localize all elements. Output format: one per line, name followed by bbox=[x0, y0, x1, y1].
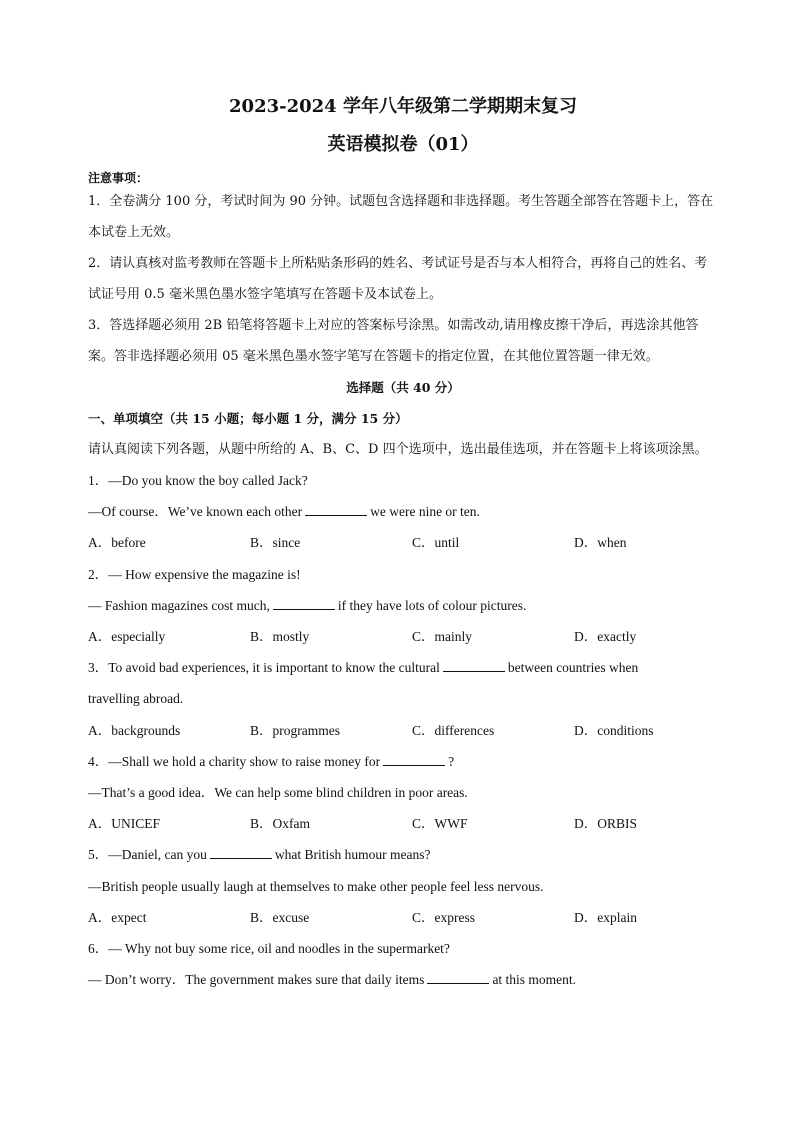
option-a: A．expect bbox=[88, 909, 147, 925]
exam-page bbox=[88, 95, 718, 995]
question-text: ? bbox=[448, 753, 455, 769]
question-text: 2．— How expensive the magazine is! bbox=[88, 566, 301, 582]
question-text: — Don’t worry．The government makes sure that daily items bbox=[88, 972, 425, 988]
option-d: D．when bbox=[574, 535, 627, 551]
exam-title-paper: 英语模拟卷（01） bbox=[327, 134, 479, 155]
question-text: 1．—Do you know the boy called Jack? bbox=[88, 473, 308, 488]
question-text: — Fashion magazines cost much, bbox=[88, 597, 270, 613]
option-a: A．before bbox=[88, 535, 146, 551]
question-text: at this moment. bbox=[492, 972, 577, 988]
option-b: B．programmes bbox=[250, 722, 340, 738]
answer-blank bbox=[383, 753, 445, 766]
question-text: travelling abroad. bbox=[88, 691, 184, 707]
question-text: what British humour means? bbox=[274, 847, 431, 863]
option-b: B．mostly bbox=[250, 629, 310, 645]
question-3-line-1 bbox=[88, 652, 718, 683]
question-3-options bbox=[88, 715, 718, 746]
option-c: C．differences bbox=[412, 722, 495, 738]
question-4-options bbox=[88, 808, 718, 839]
question-text: 3．To avoid bad experiences, it is important to know the cultural bbox=[88, 660, 440, 676]
answer-blank bbox=[427, 971, 489, 984]
question-text: —British people usually laugh at themselves to make other people feel less nervous. bbox=[88, 878, 544, 894]
answer-blank bbox=[443, 659, 505, 672]
option-b: B．excuse bbox=[250, 909, 310, 925]
question-2-line-1 bbox=[88, 559, 718, 590]
question-text: —That’s a good idea．We can help some blind children in poor areas. bbox=[88, 785, 468, 801]
answer-blank bbox=[210, 846, 272, 859]
question-5-line-2 bbox=[88, 871, 718, 902]
option-a: A．especially bbox=[88, 629, 166, 645]
part-instruction: 请认真阅读下列各题，从题中所给的 A、B、C、D 四个选项中，选出最佳选项，并在答题卡上将该项涂黑。 bbox=[88, 442, 708, 457]
option-c: C．WWF bbox=[412, 816, 468, 832]
question-1-line-1 bbox=[88, 465, 718, 496]
question-text: we were nine or ten. bbox=[370, 504, 480, 520]
answer-blank bbox=[305, 503, 367, 516]
part-title: 一、单项填空（共 15 小题；每小题 1 分，满分 15 分） bbox=[88, 411, 408, 426]
option-a: A．backgrounds bbox=[88, 722, 181, 738]
question-6-line-1 bbox=[88, 933, 718, 964]
option-b: B．Oxfam bbox=[250, 816, 310, 832]
notice-item-1: 1．全卷满分 100 分，考试时间为 90 分钟。试题包含选择题和非选择题。考生答题全部答在答题卡上，答在本试卷上无效。 bbox=[88, 194, 714, 240]
option-d: D．ORBIS bbox=[574, 816, 638, 832]
option-b: B．since bbox=[250, 535, 301, 551]
notice-heading: 注意事项： bbox=[88, 171, 149, 185]
question-2-options bbox=[88, 621, 718, 652]
notice-item-2: 2．请认真核对监考教师在答题卡上所粘贴条形码的姓名、考试证号是否与本人相符合，再将自己的姓名、考试证号用 0.5 毫米黑色墨水签字笔填写在答题卡及本试卷上。 bbox=[88, 256, 708, 302]
question-text: between countries when bbox=[507, 660, 639, 676]
exam-title-year: 2023-2024 学年八年级第二学期期末复习 bbox=[229, 96, 577, 117]
option-c: C．until bbox=[412, 535, 460, 551]
question-2-line-2 bbox=[88, 590, 718, 621]
option-d: D．explain bbox=[574, 909, 637, 925]
question-text: if they have lots of colour pictures. bbox=[337, 597, 527, 613]
section-title: 选择题（共 40 分） bbox=[346, 380, 460, 395]
question-3-line-2 bbox=[88, 683, 718, 714]
question-text: —Of course．We’ve known each other bbox=[88, 504, 303, 520]
question-1-line-2 bbox=[88, 496, 718, 527]
question-text: 6．— Why not buy some rice, oil and noodles in the supermarket? bbox=[88, 941, 450, 957]
notice-item-3: 3．答选择题必须用 2B 铅笔将答题卡上对应的答案标号涂黑。如需改动,请用橡皮擦干净后，再选涂其他答案。答非选择题必须用 05 毫米黑色墨水签字笔写在答题卡的指定位置，在其他位置答题一律无效。 bbox=[88, 318, 699, 364]
question-4-line-2 bbox=[88, 777, 718, 808]
question-6-line-2 bbox=[88, 964, 718, 995]
question-5-line-1 bbox=[88, 839, 718, 870]
question-4-line-1 bbox=[88, 746, 718, 777]
option-c: C．express bbox=[412, 909, 475, 925]
option-d: D．conditions bbox=[574, 722, 654, 738]
question-5-options bbox=[88, 902, 718, 933]
option-c: C．mainly bbox=[412, 629, 472, 645]
question-text: 4．—Shall we hold a charity show to raise money for bbox=[88, 753, 381, 769]
answer-blank bbox=[273, 597, 335, 610]
option-d: D．exactly bbox=[574, 629, 637, 645]
option-a: A．UNICEF bbox=[88, 816, 161, 832]
question-text: 5．—Daniel, can you bbox=[88, 847, 207, 863]
question-1-options bbox=[88, 527, 718, 558]
